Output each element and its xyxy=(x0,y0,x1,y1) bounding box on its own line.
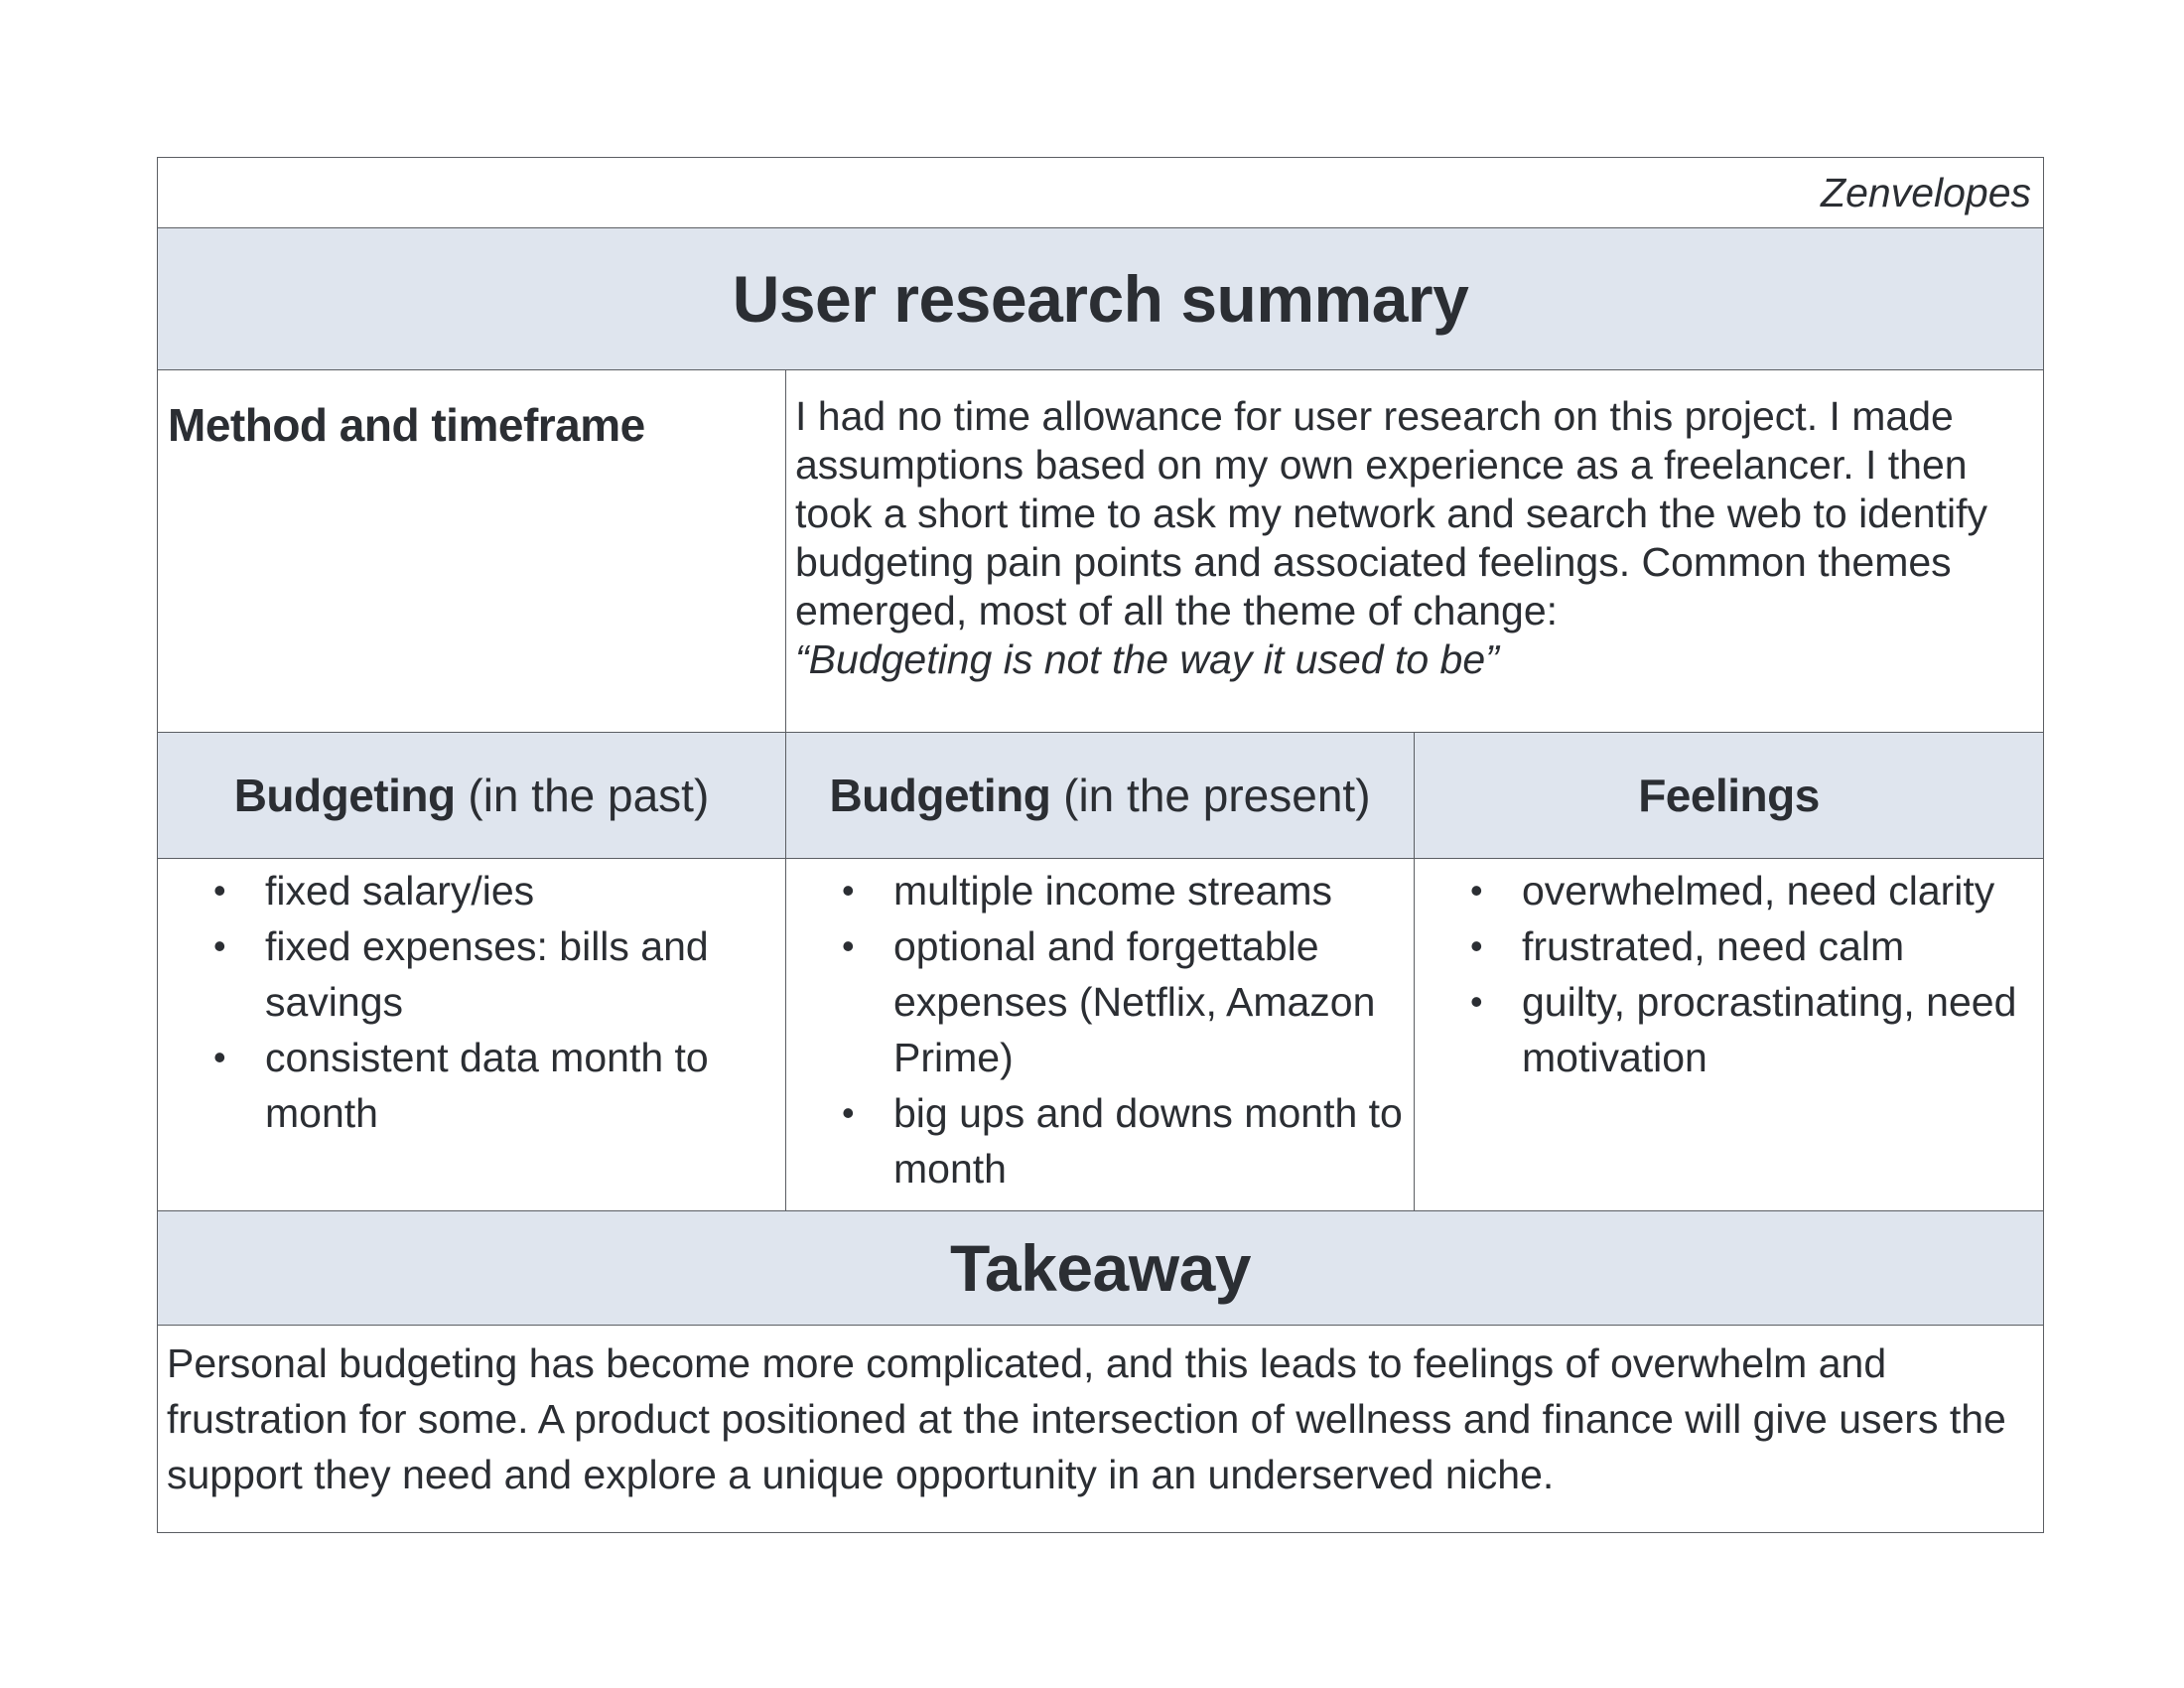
list-item: • guilty, procrastinating, need motivation xyxy=(1522,974,2037,1085)
takeaway-text: Personal budgeting has become more complicated, and this leads to feelings of overwhelm and frustration for some. A product positioned at the intersection of wellness and finance will give users the support they need and explore a unique opportunity in an underserved niche. xyxy=(167,1340,2006,1497)
takeaway-body-row xyxy=(158,1326,2044,1533)
feelings-list-cell xyxy=(1415,859,2044,1211)
column-heading-past xyxy=(158,733,786,859)
list-item: • overwhelmed, need clarity xyxy=(1522,863,2037,918)
takeaway-heading-cell xyxy=(158,1211,2044,1326)
takeaway-title: Takeaway xyxy=(950,1231,1251,1305)
method-quote: “Budgeting is not the way it used to be” xyxy=(795,636,1499,682)
brand-name: Zenvelopes xyxy=(1821,169,2032,215)
method-text-cell xyxy=(786,370,2044,733)
column-heading-bold: Budgeting xyxy=(233,770,456,821)
title-cell xyxy=(158,228,2044,370)
column-heading-feelings xyxy=(1415,733,2044,859)
method-label: Method and timeframe xyxy=(168,399,645,451)
column-lists-row xyxy=(158,859,2044,1211)
list-item: • multiple income streams xyxy=(893,863,1408,918)
research-summary-table xyxy=(157,157,2044,1533)
past-list xyxy=(158,863,779,1141)
list-item: • consistent data month to month xyxy=(265,1030,779,1141)
column-heading-bold: Budgeting xyxy=(829,770,1051,821)
column-heading-qualifier: (in the past) xyxy=(455,770,710,821)
method-description: I had no time allowance for user research on this project. I made assumptions based on my own experience as a freelancer. I then took a short time to ask my network and search the web to identify budgeting pain points and associated feelings. Common themes emerged, most of all the theme of change: xyxy=(795,393,1987,633)
list-item: • optional and forgettable expenses (Netflix, Amazon Prime) xyxy=(893,918,1408,1085)
method-row xyxy=(158,370,2044,733)
list-item: • fixed salary/ies xyxy=(265,863,779,918)
list-item: • fixed expenses: bills and savings xyxy=(265,918,779,1030)
title-row xyxy=(158,228,2044,370)
method-label-cell xyxy=(158,370,786,733)
present-list-cell xyxy=(786,859,1415,1211)
column-heading-bold: Feelings xyxy=(1638,770,1820,821)
present-list xyxy=(786,863,1408,1196)
brand-cell xyxy=(158,158,2044,228)
column-headings-row xyxy=(158,733,2044,859)
past-list-cell xyxy=(158,859,786,1211)
list-item: • frustrated, need calm xyxy=(1522,918,2037,974)
column-heading-qualifier: (in the present) xyxy=(1050,770,1371,821)
brand-row xyxy=(158,158,2044,228)
feelings-list xyxy=(1415,863,2037,1085)
column-heading-present xyxy=(786,733,1415,859)
takeaway-heading-row xyxy=(158,1211,2044,1326)
takeaway-body-cell xyxy=(158,1326,2044,1533)
list-item: • big ups and downs month to month xyxy=(893,1085,1408,1196)
page-title: User research summary xyxy=(732,262,1469,336)
